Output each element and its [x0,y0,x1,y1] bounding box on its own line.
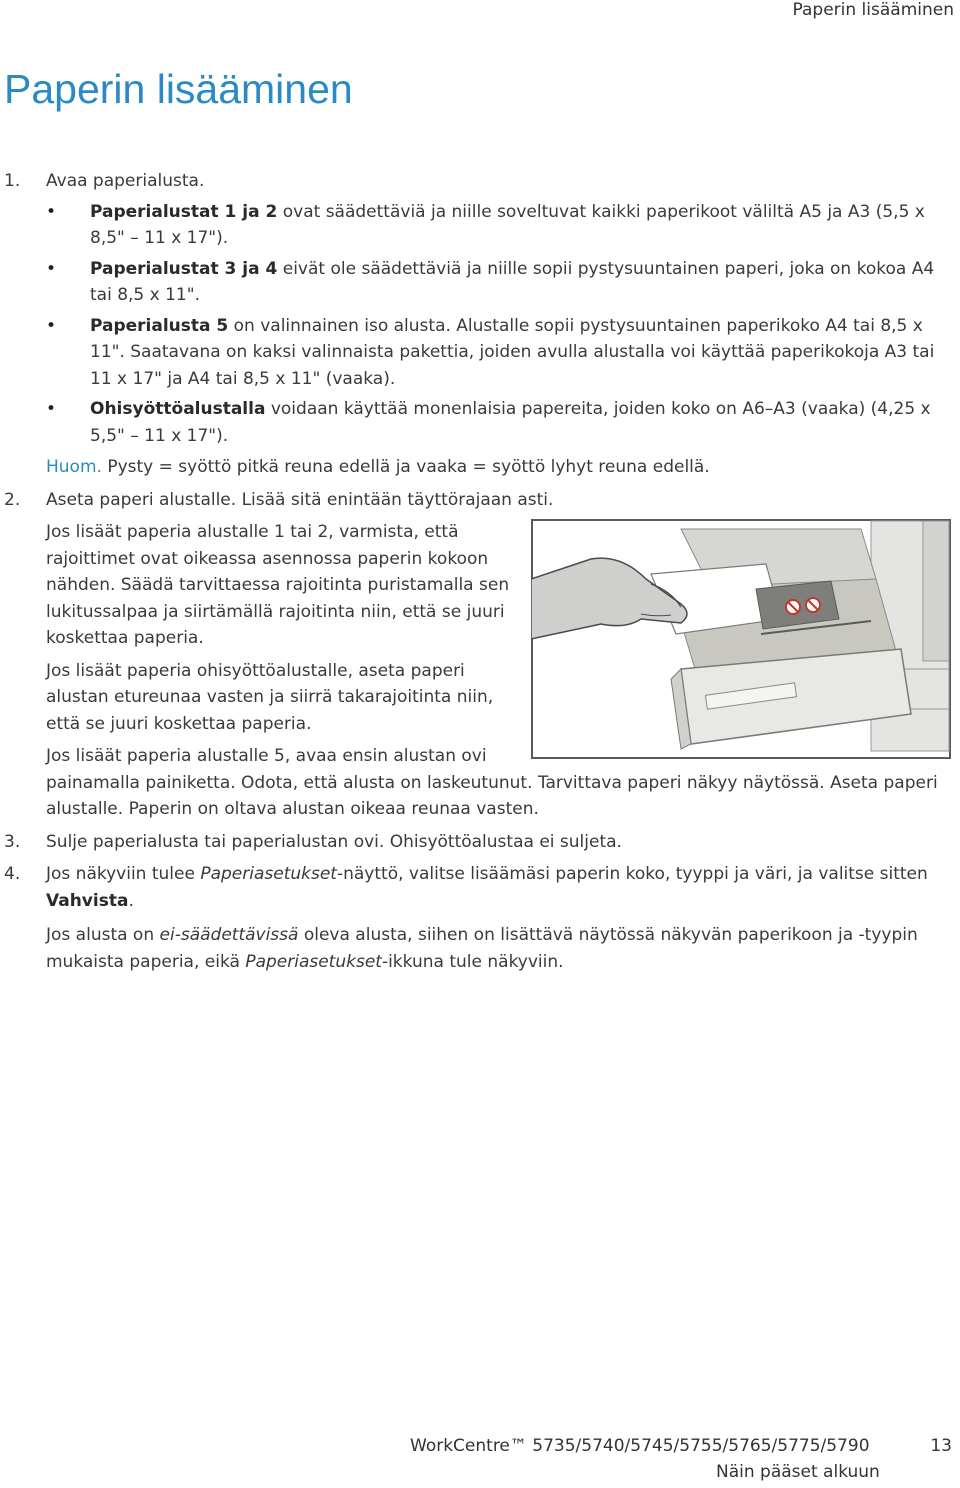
emphasis: ei-säädettävissä [159,925,299,945]
note-text: Pysty = syöttö pitkä reuna edellä ja vaaka = syöttö lyhyt reuna edellä. [101,457,710,477]
step-3 [0,829,945,856]
footer-guide-title: Näin pääset alkuun [716,1462,880,1482]
list-item [0,313,945,393]
list-item [0,199,945,252]
tray-description: voidaan käyttää monenlaisia papereita, joiden koko on A6–A3 (vaaka) (4,25 x 5,5" – 11 x 17"). [90,399,931,446]
text-run: Jos alusta on [46,925,160,945]
tray-list [0,199,945,450]
tray-description: on valinnainen iso alusta. Alustalle sopii pystysuuntainen paperikoko A4 tai 8,5 x 11". Saatavana on kaksi valinnaista pakettia, joiden avulla alustalla voi käyttää paperikokoja A3 tai 11 x 17" ja A4 tai 8,5 x 11" (vaaka). [90,315,935,389]
note [0,454,945,481]
step-4-paragraph [0,922,945,975]
text-run: . [128,890,134,911]
running-header: Paperin lisääminen [792,0,954,20]
step-1 [0,168,945,195]
list-item [0,396,945,449]
tray-description: eivät ole säädettäviä ja niille sopii pystysuuntainen paperi, joka on kokoa A4 tai 8,5 x 11". [90,258,935,305]
note-label: Huom. [46,457,102,477]
step-text: Sulje paperialusta tai paperialustan ovi. Ohisyöttöalustaa ei suljeta. [46,831,622,852]
page-number: 13 [930,1436,952,1456]
step-number: 2. [4,489,21,510]
text-run: oleva alusta, siihen on lisättävä näytössä näkyvän paperikoon ja -tyypin mukaista paperia, eikä [46,925,918,972]
step-2-paragraph: Jos lisäät paperia alustalle 5, avaa ensin alustan ovi painamalla painiketta. Odota, että alusta on laskeutunut. Tarvittava paperi näkyy näytössä. Aseta paperi alustalle. Paperin on oltava alustan oikeaa reunaa vasten. [46,746,938,819]
tray-name: Paperialustat 3 ja 4 [90,258,278,279]
step-text: Aseta paperi alustalle. Lisää sitä enintään täyttörajaan asti. [46,489,554,510]
screen-name: Paperiasetukset [245,951,382,972]
step-2-details [0,519,945,823]
text-run: -ikkuna tule näkyviin. [381,951,564,972]
tray-name: Paperialusta 5 [90,315,229,336]
screen-name: Paperiasetukset [200,864,337,884]
tray-name: Paperialustat 1 ja 2 [90,201,278,222]
text-run: Jos näkyviin tulee [46,864,201,884]
page-title: Paperin lisääminen [4,66,353,112]
step-text [46,861,945,914]
main-content [0,168,945,975]
tray-description: ovat säädettäviä ja niille soveltuvat kaikki paperikoot väliltä A5 ja A3 (5,5 x 8,5" – 11 x 17"). [90,201,925,248]
text-run: -näyttö, valitse lisäämäsi paperin koko, tyyppi ja väri, ja valitse sitten [336,864,928,884]
button-name: Vahvista [46,890,129,911]
step-number: 4. [4,864,21,884]
step-number: 1. [4,171,21,191]
step-2-paragraph: Jos lisäät paperia ohisyöttöalustalle, aseta paperi alustan etureunaa vasten ja siirrä takarajoitinta niin, että se juuri koskettaa paperia. [46,660,494,734]
step-2-paragraph: Jos lisäät paperia alustalle 1 tai 2, varmista, että rajoittimet ovat oikeassa asennossa paperin kokoon nähden. Säädä tarvittaessa rajoitinta puristamalla sen lukitussalpaa ja siirtämällä rajoitinta niin, että se juuri koskettaa paperia. [46,522,510,648]
step-number: 3. [4,831,21,852]
step-text: Avaa paperialusta. [46,171,205,191]
list-item [0,256,945,309]
step-2 [0,487,945,514]
paper-tray-illustration [531,519,951,759]
footer-model: WorkCentre™ 5735/5740/5745/5755/5765/5775/5790 [410,1436,870,1456]
tray-name: Ohisyöttöalustalla [90,399,266,419]
step-4 [0,861,945,914]
